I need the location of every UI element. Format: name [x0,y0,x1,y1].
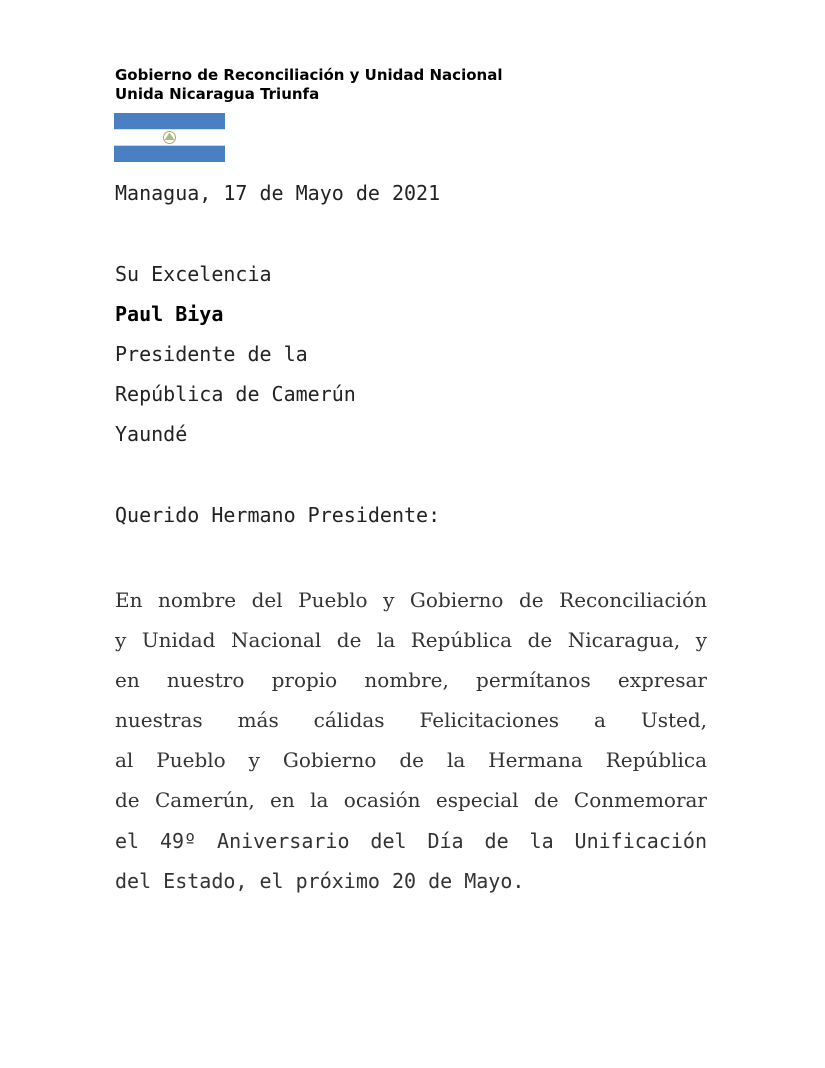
letter-greeting: Querido Hermano Presidente: [115,503,441,527]
letter-date: Managua, 17 de Mayo de 2021 [115,181,441,205]
letterhead [115,66,502,104]
recipient-salutation: Su Excelencia [115,262,272,286]
body-line: en nuestro propio nombre, permítanos expresar [115,668,707,693]
letter-body-paragraph [115,580,707,901]
body-line: En nombre del Pueblo y Gobierno de Reconciliación [115,588,707,612]
recipient-name: Paul Biya [115,302,224,326]
recipient-title-line2: República de Camerún [115,382,356,406]
body-line: nuestras más cálidas Felicitaciones a Usted, [115,708,707,733]
body-line: del Estado, el próximo 20 de Mayo. [115,868,525,893]
body-line: y Unidad Nacional de la República de Nicaragua, y [115,628,707,653]
letterhead-government-name: Gobierno de Reconciliación y Unidad Nacional [115,66,503,84]
recipient-city: Yaundé [115,422,188,446]
letterhead-slogan: Unida Nicaragua Triunfa [115,85,320,103]
body-line: el 49º Aniversario del Día de la Unificación [115,828,707,853]
body-line: de Camerún, en la ocasión especial de Conmemorar [115,788,707,813]
nicaragua-flag-icon [114,113,225,162]
recipient-title-line1: Presidente de la [115,342,308,366]
body-line: al Pueblo y Gobierno de la Hermana República [115,748,707,773]
